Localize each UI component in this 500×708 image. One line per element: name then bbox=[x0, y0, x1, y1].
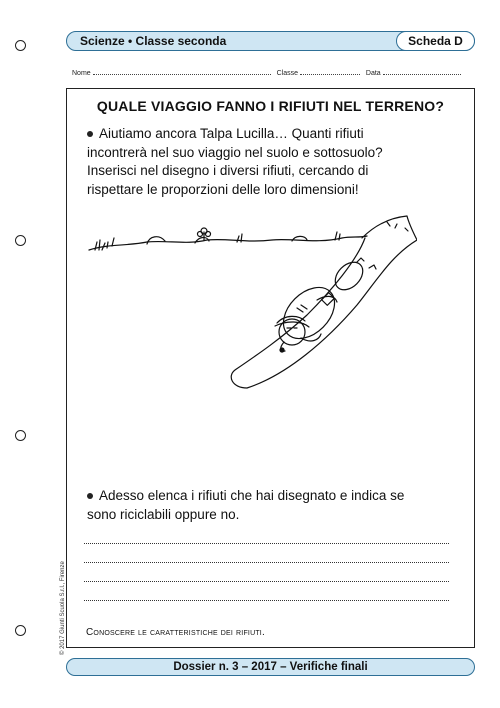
scheda-badge: Scheda D bbox=[396, 31, 475, 51]
instruction-1-line: Aiutiamo ancora Talpa Lucilla… Quanti rifiuti bbox=[99, 126, 364, 141]
bullet-icon bbox=[87, 131, 93, 137]
instruction-2 bbox=[87, 487, 404, 524]
bullet-icon bbox=[87, 493, 93, 499]
worksheet-title: QUALE VIAGGIO FANNO I RIFIUTI NEL TERRENO? bbox=[96, 98, 445, 114]
answer-line[interactable] bbox=[84, 562, 449, 563]
nome-label: Nome bbox=[72, 70, 91, 77]
classe-field[interactable] bbox=[300, 68, 360, 75]
instruction-2-line: sono riciclabili oppure no. bbox=[87, 506, 240, 522]
copyright-notice: © 2017 Giunti Scuola S.r.l., Firenze bbox=[60, 561, 66, 655]
binder-hole bbox=[15, 40, 26, 51]
binder-hole bbox=[15, 430, 26, 441]
instruction-1-line: Inserisci nel disegno i diversi rifiuti, cercando di bbox=[87, 163, 369, 178]
footer-bar: Dossier n. 3 – 2017 – Verifiche finali bbox=[66, 658, 475, 676]
instruction-2-line: Adesso elenca i rifiuti che hai disegnato e indica se bbox=[99, 488, 405, 503]
data-field[interactable] bbox=[383, 68, 461, 75]
instruction-1-line: incontrerà nel suo viaggio nel suolo e sottosuolo? bbox=[87, 144, 383, 160]
learning-objective: Conoscere le caratteristiche dei rifiuti. bbox=[86, 627, 265, 638]
header-title: Scienze • Classe seconda bbox=[80, 34, 227, 48]
mole-tunnel-drawing[interactable] bbox=[87, 210, 417, 400]
answer-line[interactable] bbox=[84, 581, 449, 582]
data-label: Data bbox=[365, 70, 381, 77]
binder-hole bbox=[15, 235, 26, 246]
answer-line[interactable] bbox=[84, 543, 449, 544]
binder-hole bbox=[15, 625, 26, 636]
student-fields bbox=[72, 68, 461, 77]
answer-line[interactable] bbox=[84, 600, 449, 601]
classe-label: Classe bbox=[276, 70, 298, 77]
nome-field[interactable] bbox=[93, 68, 271, 75]
instruction-1-line: rispettare le proporzioni delle loro dimensioni! bbox=[87, 181, 359, 197]
instruction-1 bbox=[87, 125, 383, 199]
